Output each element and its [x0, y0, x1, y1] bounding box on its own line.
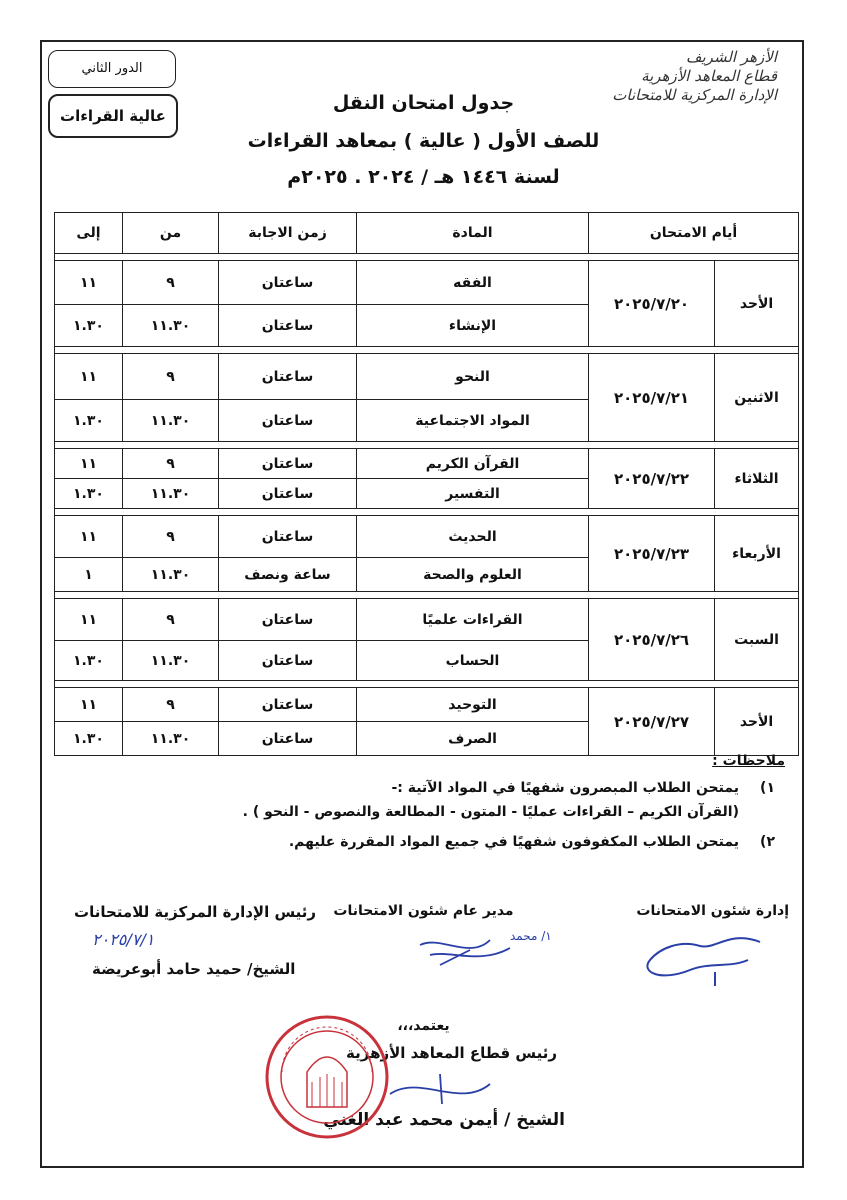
from-cell: ١١.٣٠ — [123, 305, 219, 347]
official-stamp — [262, 1012, 392, 1142]
duration-cell: ساعتان — [219, 354, 357, 400]
table-row — [55, 516, 799, 558]
title-line-2: للصف الأول ( عالية ) بمعاهد القراءات — [247, 130, 600, 152]
note-1-line-2: (القرآن الكريم – القراءات عمليًا - المتون - المطالعة والنصوص - النحو ) . — [242, 804, 739, 820]
duration-cell: ساعتان — [219, 722, 357, 756]
exam-date: ٢٠٢٥/٧/٢١ — [589, 354, 715, 442]
header-duration: زمن الاجابة — [219, 213, 357, 254]
to-cell: ١١ — [55, 599, 123, 641]
to-cell: ١.٣٠ — [55, 722, 123, 756]
table-row — [55, 261, 799, 305]
from-cell: ١١.٣٠ — [123, 558, 219, 592]
subject-cell: الحساب — [357, 641, 589, 681]
to-cell: ١١ — [55, 354, 123, 400]
to-cell: ١١ — [55, 516, 123, 558]
subject-cell: الحديث — [357, 516, 589, 558]
to-cell: ١١ — [55, 449, 123, 479]
table-header-row — [55, 213, 799, 254]
exam-date: ٢٠٢٥/٧/٢٠ — [589, 261, 715, 347]
exam-date: ٢٠٢٥/٧/٢٣ — [589, 516, 715, 592]
central-head-date: ٢٠٢٥/٧/١ — [92, 930, 155, 949]
logo-line-3: الإدارة المركزية للامتحانات — [612, 86, 777, 104]
duration-cell: ساعتان — [219, 516, 357, 558]
general-manager-title: مدير عام شئون الامتحانات — [333, 903, 514, 919]
level-label: عالية القراءات — [60, 107, 166, 125]
day-name: الأحد — [715, 688, 799, 756]
subject-cell: الإنشاء — [357, 305, 589, 347]
subject-cell: الفقه — [357, 261, 589, 305]
note-1-line-1: يمتحن الطلاب المبصرون شفهيًا في المواد الآتية :- — [391, 780, 739, 796]
from-cell: ١١.٣٠ — [123, 479, 219, 509]
duration-cell: ساعة ونصف — [219, 558, 357, 592]
exam-date: ٢٠٢٥/٧/٢٢ — [589, 449, 715, 509]
to-cell: ١.٣٠ — [55, 641, 123, 681]
day-name: الثلاثاء — [715, 449, 799, 509]
sector-head-name: الشيخ / أيمن محمد عبد الغني — [323, 1110, 565, 1130]
to-cell: ١.٣٠ — [55, 479, 123, 509]
day-name: الاثنين — [715, 354, 799, 442]
from-cell: ٩ — [123, 261, 219, 305]
table-row — [55, 688, 799, 722]
exam-date: ٢٠٢٥/٧/٢٧ — [589, 688, 715, 756]
day-name: السبت — [715, 599, 799, 681]
note-2-number: ٢) — [760, 834, 775, 850]
subject-cell: النحو — [357, 354, 589, 400]
from-cell: ٩ — [123, 449, 219, 479]
round-badge — [48, 50, 176, 88]
to-cell: ١.٣٠ — [55, 400, 123, 442]
duration-cell: ساعتان — [219, 641, 357, 681]
logo-line-2: قطاع المعاهد الأزهرية — [641, 67, 777, 85]
from-cell: ٩ — [123, 516, 219, 558]
to-cell: ١ — [55, 558, 123, 592]
exam-schedule-table — [54, 212, 799, 756]
exams-admin-signature — [620, 920, 770, 990]
duration-cell: ساعتان — [219, 449, 357, 479]
day-spacer — [55, 681, 799, 688]
from-cell: ٩ — [123, 599, 219, 641]
subject-cell: العلوم والصحة — [357, 558, 589, 592]
header-to: إلى — [55, 213, 123, 254]
header-days: أيام الامتحان — [589, 213, 799, 254]
to-cell: ١.٣٠ — [55, 305, 123, 347]
day-spacer — [55, 254, 799, 261]
from-cell: ١١.٣٠ — [123, 400, 219, 442]
day-name: الأحد — [715, 261, 799, 347]
duration-cell: ساعتان — [219, 305, 357, 347]
central-head-name: الشيخ/ حميد حامد أبوعريضة — [92, 960, 296, 978]
notes-heading: ملاحظات : — [712, 753, 785, 769]
header-from: من — [123, 213, 219, 254]
subject-cell: التوحيد — [357, 688, 589, 722]
exams-admin-title: إدارة شئون الامتحانات — [636, 903, 789, 919]
duration-cell: ساعتان — [219, 688, 357, 722]
from-cell: ٩ — [123, 688, 219, 722]
subject-cell: القرآن الكريم — [357, 449, 589, 479]
title-line-3: لسنة ١٤٤٦ هـ / ٢٠٢٤ . ٢٠٢٥م — [287, 166, 560, 188]
subject-cell: المواد الاجتماعية — [357, 400, 589, 442]
from-cell: ١١.٣٠ — [123, 641, 219, 681]
table-row — [55, 354, 799, 400]
day-spacer — [55, 442, 799, 449]
day-name: الأربعاء — [715, 516, 799, 592]
day-spacer — [55, 509, 799, 516]
sector-head-signature — [380, 1064, 500, 1114]
from-cell: ١١.٣٠ — [123, 722, 219, 756]
logo-line-1: الأزهر الشريف — [685, 48, 777, 66]
approval-label: يعتمد،،، — [397, 1018, 450, 1034]
general-manager-signature — [410, 920, 552, 980]
title-line-1: جدول امتحان النقل — [332, 92, 515, 114]
exam-date: ٢٠٢٥/٧/٢٦ — [589, 599, 715, 681]
gm-signature-text: ١/ محمد — [510, 929, 552, 943]
to-cell: ١١ — [55, 261, 123, 305]
central-head-title: رئيس الإدارة المركزية للامتحانات — [74, 903, 317, 921]
table-row — [55, 449, 799, 479]
duration-cell: ساعتان — [219, 479, 357, 509]
subject-cell: الصرف — [357, 722, 589, 756]
day-spacer — [55, 592, 799, 599]
round-label: الدور الثاني — [81, 61, 143, 76]
from-cell: ٩ — [123, 354, 219, 400]
table-row — [55, 599, 799, 641]
sector-head-title: رئيس قطاع المعاهد الأزهرية — [346, 1044, 557, 1062]
note-2-line-1: يمتحن الطلاب المكفوفون شفهيًا في جميع المواد المقررة عليهم. — [288, 834, 739, 850]
duration-cell: ساعتان — [219, 400, 357, 442]
subject-cell: القراءات علميًا — [357, 599, 589, 641]
day-spacer — [55, 347, 799, 354]
duration-cell: ساعتان — [219, 261, 357, 305]
subject-cell: التفسير — [357, 479, 589, 509]
to-cell: ١١ — [55, 688, 123, 722]
header-subject: المادة — [357, 213, 589, 254]
note-1-number: ١) — [760, 780, 775, 796]
duration-cell: ساعتان — [219, 599, 357, 641]
